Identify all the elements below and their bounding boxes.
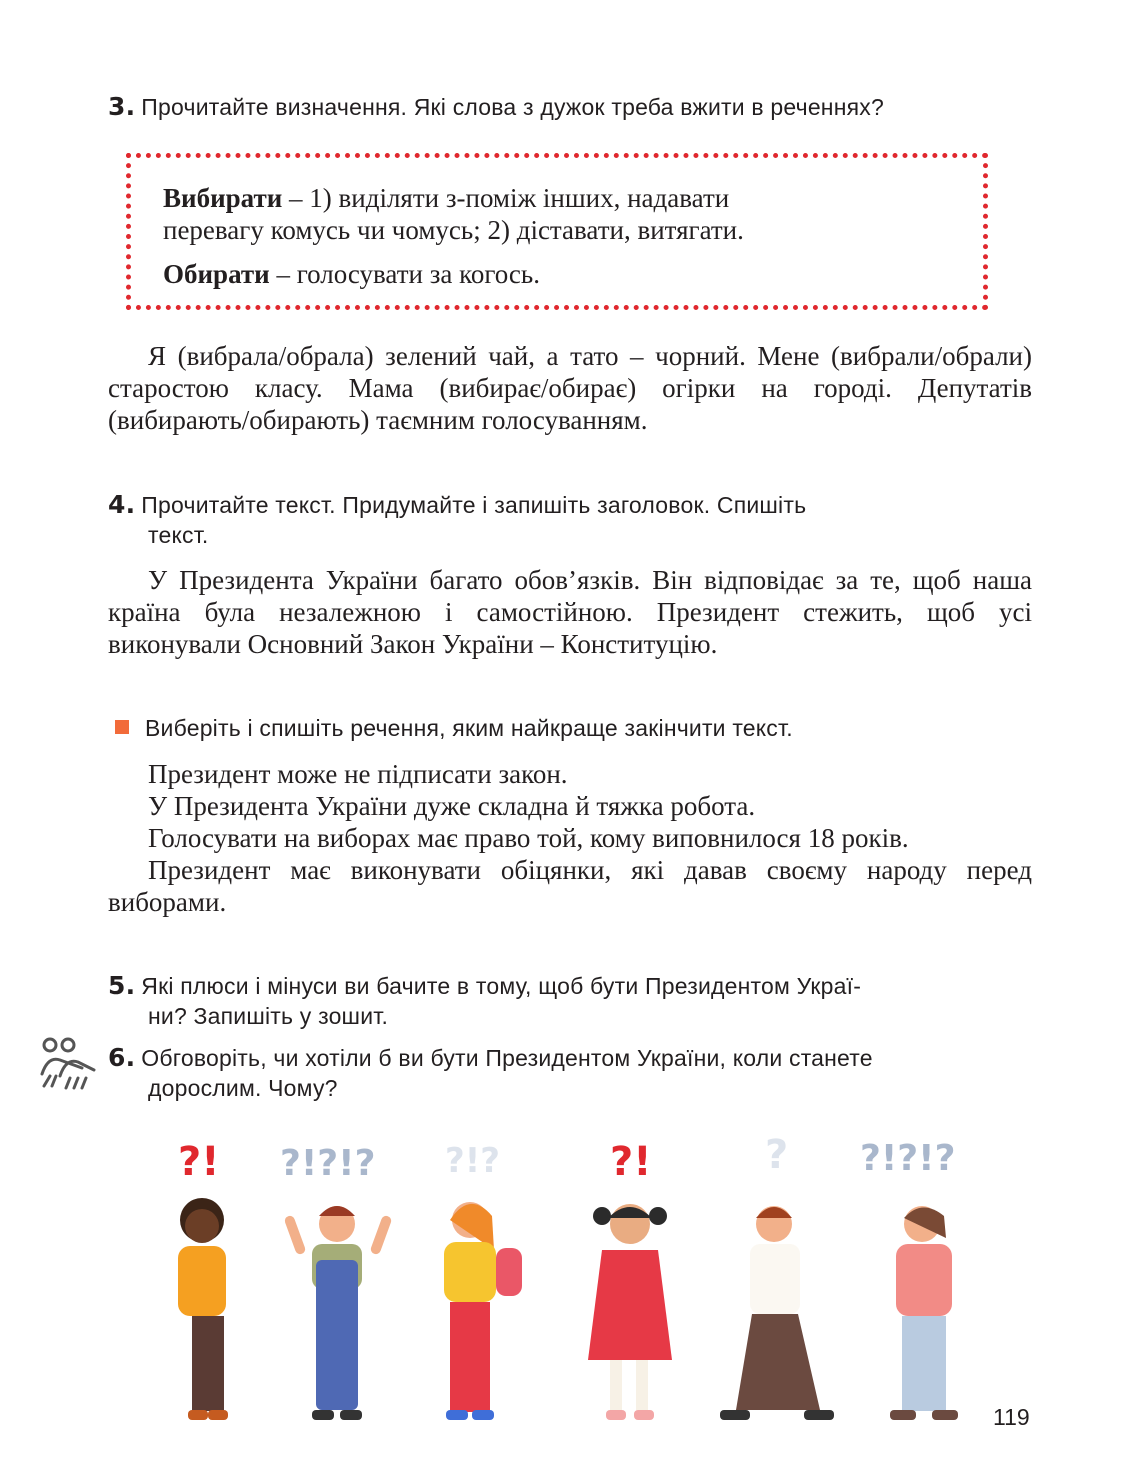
definition-1-line-1: Вибирати – 1) виділяти з-поміж інших, надавати <box>163 183 730 213</box>
task-3 <box>108 92 884 122</box>
task-4-number: 4. <box>108 490 136 519</box>
question-marks-3: ?!? <box>445 1141 500 1181</box>
page-number: 119 <box>993 1404 1030 1430</box>
task-6 <box>108 1043 873 1103</box>
child-2-figure <box>283 1206 392 1420</box>
child-4-figure <box>588 1204 672 1420</box>
question-marks-6: ?!?!? <box>860 1138 956 1179</box>
sentence-option: Президент може не підписати закон. <box>148 759 568 789</box>
task-3-text: Прочитайте визначення. Які слова з дужок треба вжити в реченнях? <box>141 94 884 120</box>
discussion-group-icon <box>38 1036 100 1090</box>
sentence-options <box>108 758 1032 918</box>
child-1-figure <box>178 1198 228 1420</box>
definition-2: Обирати – голосувати за когось. <box>163 259 540 289</box>
definition-2-term: Обирати <box>163 259 270 289</box>
sentence-option: Голосувати на виборах має право той, кому виповнилося 18 років. <box>148 823 909 853</box>
children-thinking-illustration <box>140 1120 1010 1450</box>
task-5 <box>108 971 861 1031</box>
definition-box <box>126 153 988 310</box>
task-6-line-1: Обговоріть, чи хотіли б ви бути Президентом України, коли станете <box>141 1045 873 1071</box>
question-marks-4: ?! <box>610 1139 652 1185</box>
task-3-number: 3. <box>108 92 136 121</box>
exercise-3-text: Я (вибрала/обрала) зелений чай, а тато – чорний. Мене (вибрали/обрали) старостою класу. Мама (вибирає/обирає) огірки на городі. Депутатів (вибирають/обирають) таємним голосуванням. <box>108 341 1032 435</box>
question-marks-5: ? <box>765 1132 789 1178</box>
question-marks-1: ?! <box>178 1139 220 1185</box>
task-4-text: У Президента України багато обов’язків. Він відповідає за те, щоб наша країна була незалежною і самостійною. Президент стежить, щоб усі виконували Основний Закон України – Конституцію. <box>108 565 1032 659</box>
task-6-line-2: дорослим. Чому? <box>148 1075 338 1101</box>
task-4-line-1: Прочитайте текст. Придумайте і запишіть заголовок. Спишіть <box>141 492 807 518</box>
task-5-number: 5. <box>108 971 136 1000</box>
child-6-figure <box>890 1206 958 1420</box>
task-6-number: 6. <box>108 1043 136 1072</box>
task-5-line-2: ни? Запишіть у зошит. <box>148 1003 389 1029</box>
subtask-text: Виберіть і спишіть речення, яким найкраще закінчити текст. <box>145 715 793 741</box>
orange-square-bullet-icon <box>115 720 129 734</box>
task-5-line-1: Які плюси і мінуси ви бачите в тому, щоб бути Президентом Украї- <box>141 973 862 999</box>
question-marks-2: ?!?!? <box>280 1143 376 1184</box>
definition-1-line-2: перевагу комусь чи чомусь; 2) діставати, витягати. <box>163 215 744 245</box>
sentence-option: Президент має виконувати обіцянки, які давав своєму народу перед виборами. <box>108 855 1032 917</box>
definition-1-term: Вибирати <box>163 183 283 213</box>
task-4 <box>108 490 806 550</box>
child-5-figure <box>720 1206 834 1420</box>
child-3-figure <box>444 1202 522 1420</box>
sentence-option: У Президента України дуже складна й тяжка робота. <box>148 791 756 821</box>
task-4-line-2: текст. <box>148 522 209 548</box>
